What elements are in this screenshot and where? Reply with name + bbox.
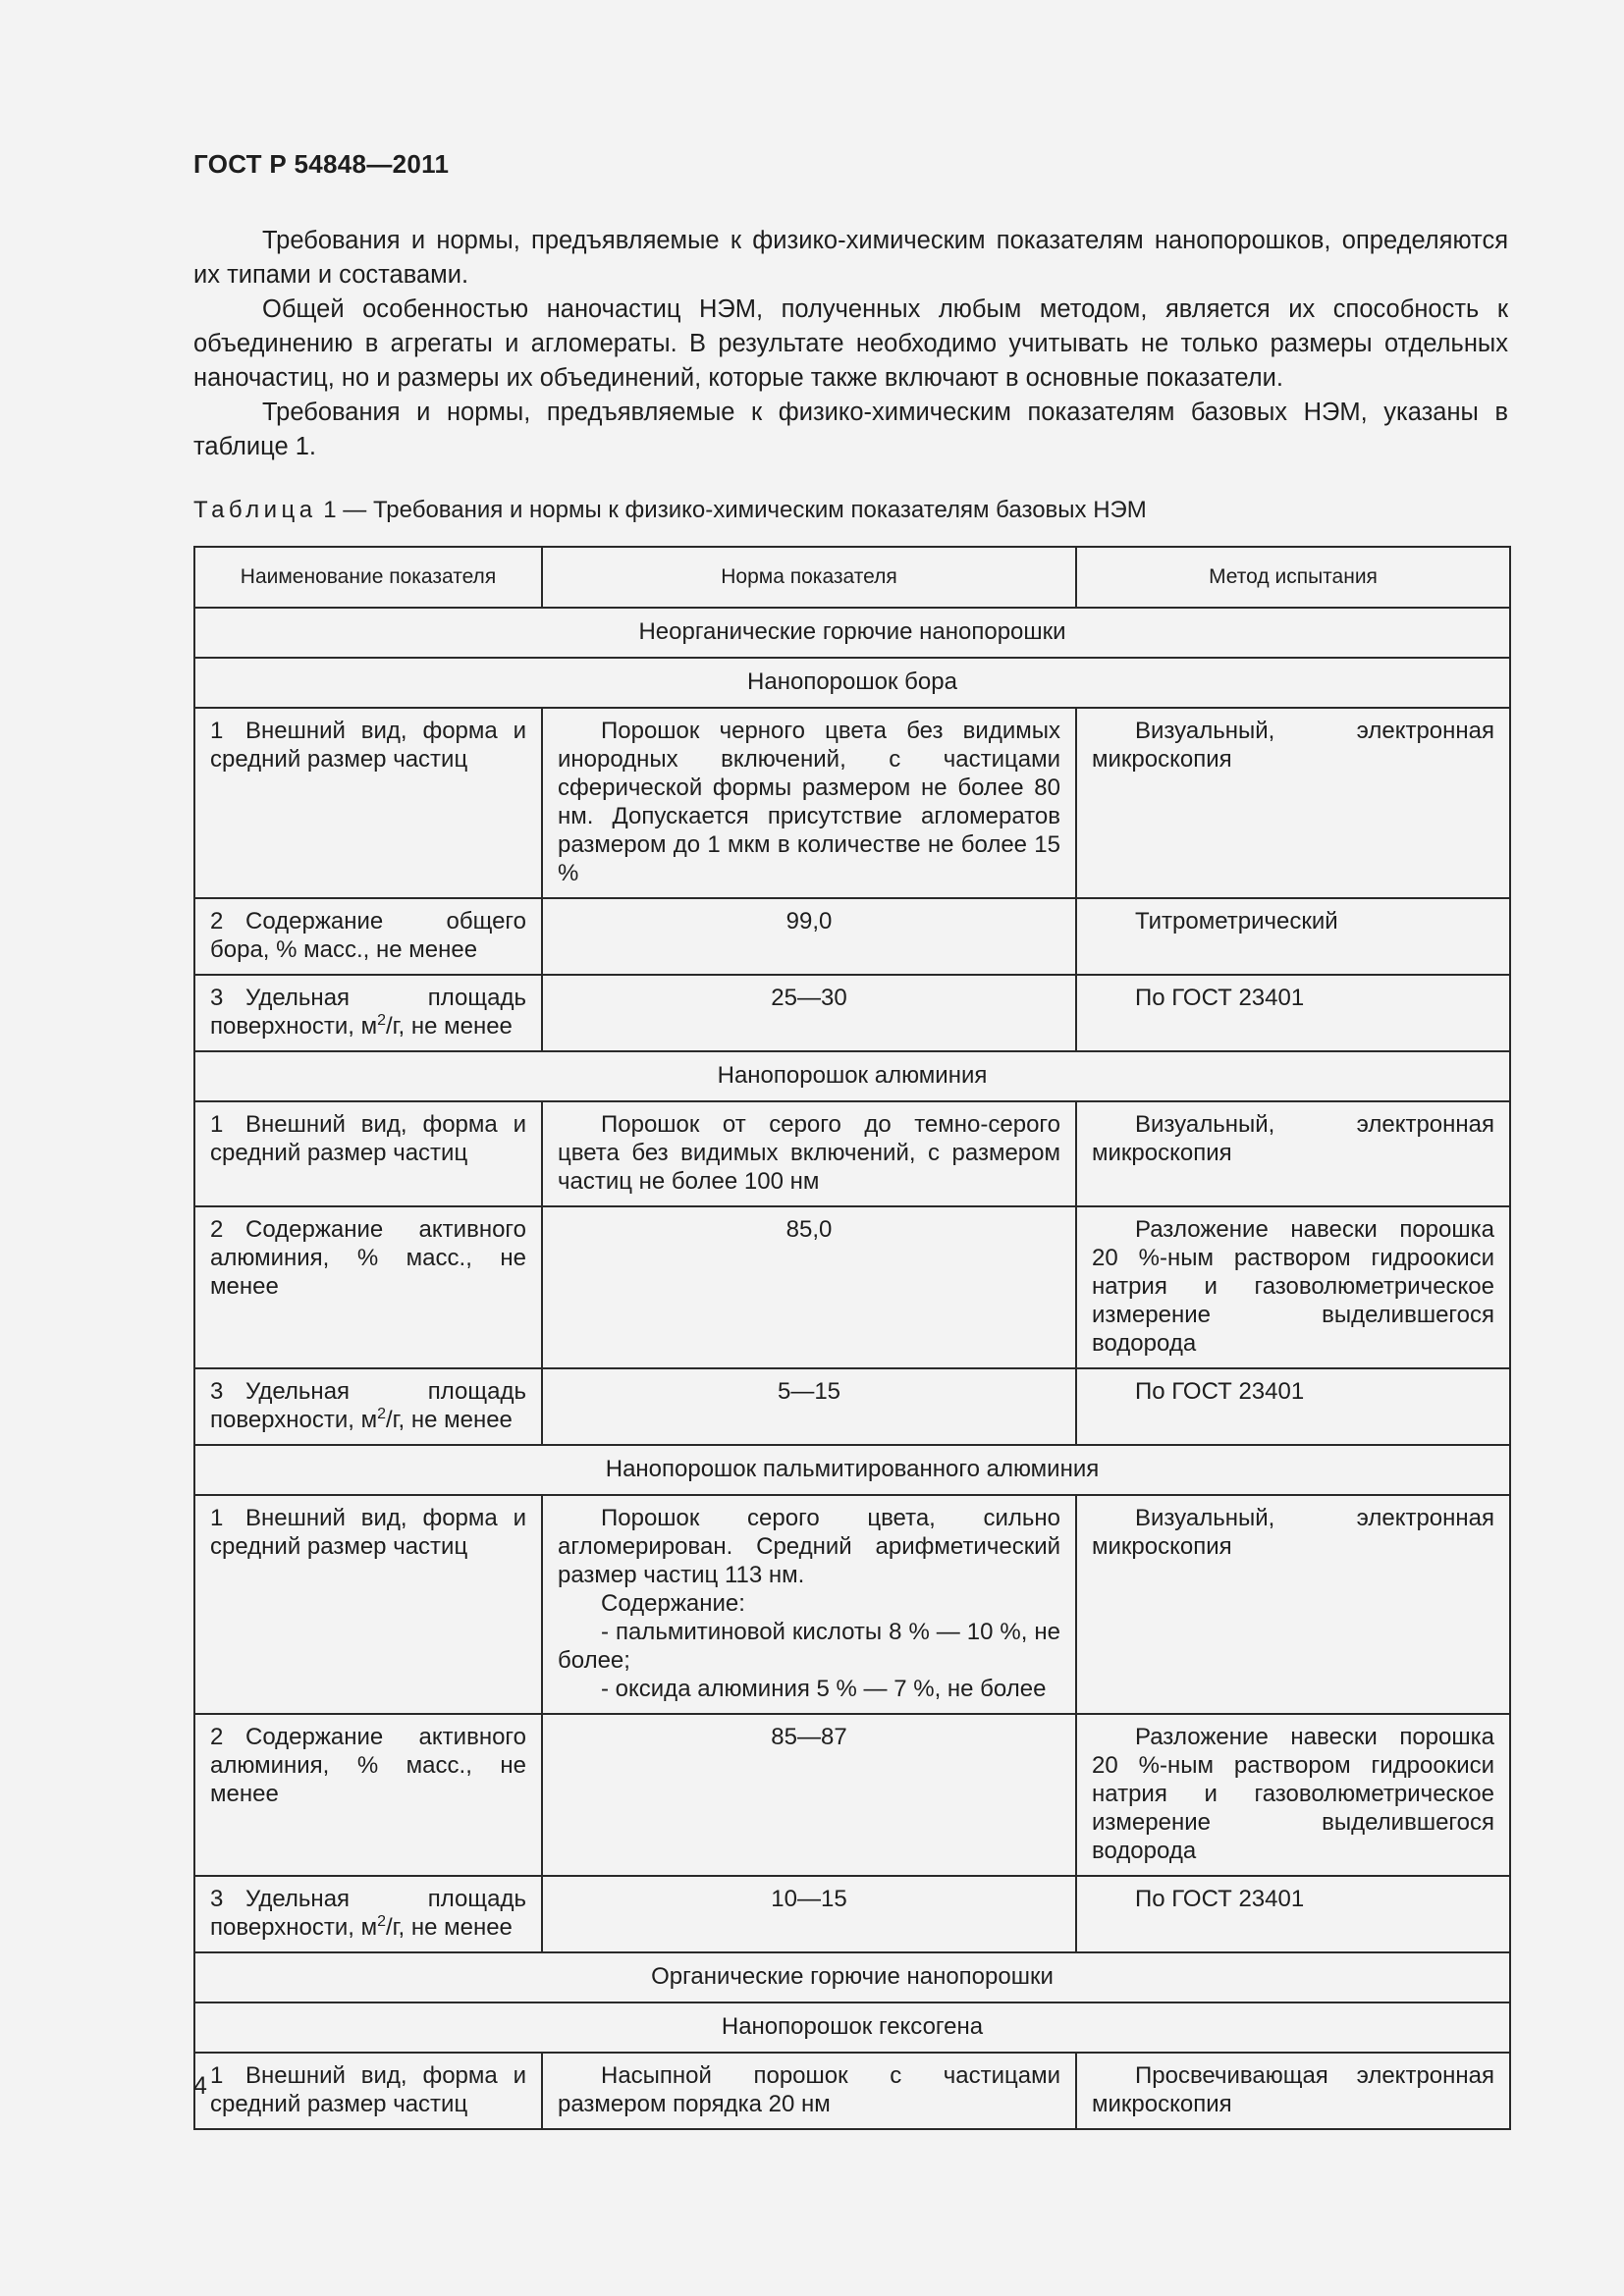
- section-row: [194, 1952, 1510, 2002]
- table-row: [194, 1101, 1510, 1206]
- indicator-value: Насыпной порошок с частицами размером порядка 20 нм: [542, 2053, 1076, 2129]
- table-row: [194, 708, 1510, 898]
- indicator-value: 85,0: [542, 1206, 1076, 1368]
- test-method: Визуальный, электронная микроскопия: [1076, 1495, 1510, 1714]
- table-caption-text: 1 — Требования и нормы к физико-химическим показателям базовых НЭМ: [323, 497, 1147, 523]
- table-row: [194, 1714, 1510, 1876]
- table-row: [194, 1206, 1510, 1368]
- test-method: Титрометрический: [1076, 898, 1510, 975]
- indicator-name: 2 Содержание общего бора, % масс., не менее: [194, 898, 542, 975]
- test-method: По ГОСТ 23401: [1076, 1368, 1510, 1445]
- indicator-value: 99,0: [542, 898, 1076, 975]
- test-method: Разложение навески порошка 20 %-ным раствором гидроокиси натрия и газоволюметрическое измерение выделившегося водорода: [1076, 1206, 1510, 1368]
- page-number: 4: [193, 2072, 207, 2100]
- indicator-name: 1 Внешний вид, форма и средний размер частиц: [194, 1101, 542, 1206]
- section-title: Неорганические горючие нанопорошки: [194, 608, 1510, 658]
- indicator-name: 3 Удельная площадь поверхности, $м^2/г$, не менее: [194, 1368, 542, 1445]
- indicator-name: 3 Удельная площадь поверхности, $м^2/г$, не менее: [194, 975, 542, 1051]
- section-row: [194, 608, 1510, 658]
- test-method: По ГОСТ 23401: [1076, 1876, 1510, 1952]
- table-row: [194, 898, 1510, 975]
- section-row: [194, 1051, 1510, 1101]
- test-method: Разложение навески порошка 20 %-ным раствором гидроокиси натрия и газоволюметрическое измерение выделившегося водорода: [1076, 1714, 1510, 1876]
- indicator-value: Порошок черного цвета без видимых инородных включений, с частицами сферической формы размером не более 80 нм. Допускается присутствие агломератов размером до 1 мкм в количестве не более 15 %: [542, 708, 1076, 898]
- indicator-name: 1 Внешний вид, форма и средний размер частиц: [194, 2053, 542, 2129]
- indicator-name: 1 Внешний вид, форма и средний размер частиц: [194, 1495, 542, 1714]
- section-title: Нанопорошок бора: [194, 658, 1510, 708]
- requirements-table: [193, 546, 1511, 2130]
- section-title: Органические горючие нанопорошки: [194, 1952, 1510, 2002]
- section-title: Нанопорошок гексогена: [194, 2002, 1510, 2053]
- section-row: [194, 2002, 1510, 2053]
- document-title: ГОСТ Р 54848—2011: [193, 149, 450, 179]
- column-header: Норма показателя: [542, 547, 1076, 608]
- indicator-name: 3 Удельная площадь поверхности, $м^2/г$, не менее: [194, 1876, 542, 1952]
- indicator-name: 2 Содержание активного алюминия, % масс., не менее: [194, 1714, 542, 1876]
- test-method: Визуальный, электронная микроскопия: [1076, 708, 1510, 898]
- table-caption: [193, 496, 1147, 525]
- indicator-value: 10—15: [542, 1876, 1076, 1952]
- intro-paragraph: Общей особенностью наночастиц НЭМ, полученных любым методом, является их способность к объединению в агрегаты и агломераты. В результате необходимо учитывать не только размеры отдельных наночастиц, но и размеры их объединений, которые также включают в основные показатели.: [193, 295, 1508, 392]
- indicator-value: Порошок от серого до темно-серого цвета без видимых включений, с размером частиц не более 100 нм: [542, 1101, 1076, 1206]
- table-row: [194, 1368, 1510, 1445]
- intro-paragraph: Требования и нормы, предъявляемые к физико-химическим показателям базовых НЭМ, указаны в таблице 1.: [193, 399, 1508, 460]
- table-caption-label: Таблица: [193, 497, 317, 523]
- intro-text: [193, 224, 1508, 464]
- table-row: [194, 2053, 1510, 2129]
- section-title: Нанопорошок алюминия: [194, 1051, 1510, 1101]
- column-header: Наименование показателя: [194, 547, 542, 608]
- indicator-value: 5—15: [542, 1368, 1076, 1445]
- table-row: [194, 1495, 1510, 1714]
- test-method: По ГОСТ 23401: [1076, 975, 1510, 1051]
- table-header-row: [194, 547, 1510, 608]
- section-title: Нанопорошок пальмитированного алюминия: [194, 1445, 1510, 1495]
- indicator-value: Порошок серого цвета, сильно агломерирован. Средний арифметический размер частиц 113 нм. Содержание: - пальмитиновой кислоты 8 % — 10 %, не более; - оксида алюминия 5 % — 7 %, не более: [542, 1495, 1076, 1714]
- section-row: [194, 1445, 1510, 1495]
- column-header: Метод испытания: [1076, 547, 1510, 608]
- indicator-value: 25—30: [542, 975, 1076, 1051]
- section-row: [194, 658, 1510, 708]
- test-method: Просвечивающая электронная микроскопия: [1076, 2053, 1510, 2129]
- table-row: [194, 1876, 1510, 1952]
- intro-paragraph: Требования и нормы, предъявляемые к физико-химическим показателям нанопорошков, определяются их типами и составами.: [193, 227, 1508, 289]
- indicator-name: 1 Внешний вид, форма и средний размер частиц: [194, 708, 542, 898]
- table-row: [194, 975, 1510, 1051]
- indicator-value: 85—87: [542, 1714, 1076, 1876]
- test-method: Визуальный, электронная микроскопия: [1076, 1101, 1510, 1206]
- indicator-name: 2 Содержание активного алюминия, % масс., не менее: [194, 1206, 542, 1368]
